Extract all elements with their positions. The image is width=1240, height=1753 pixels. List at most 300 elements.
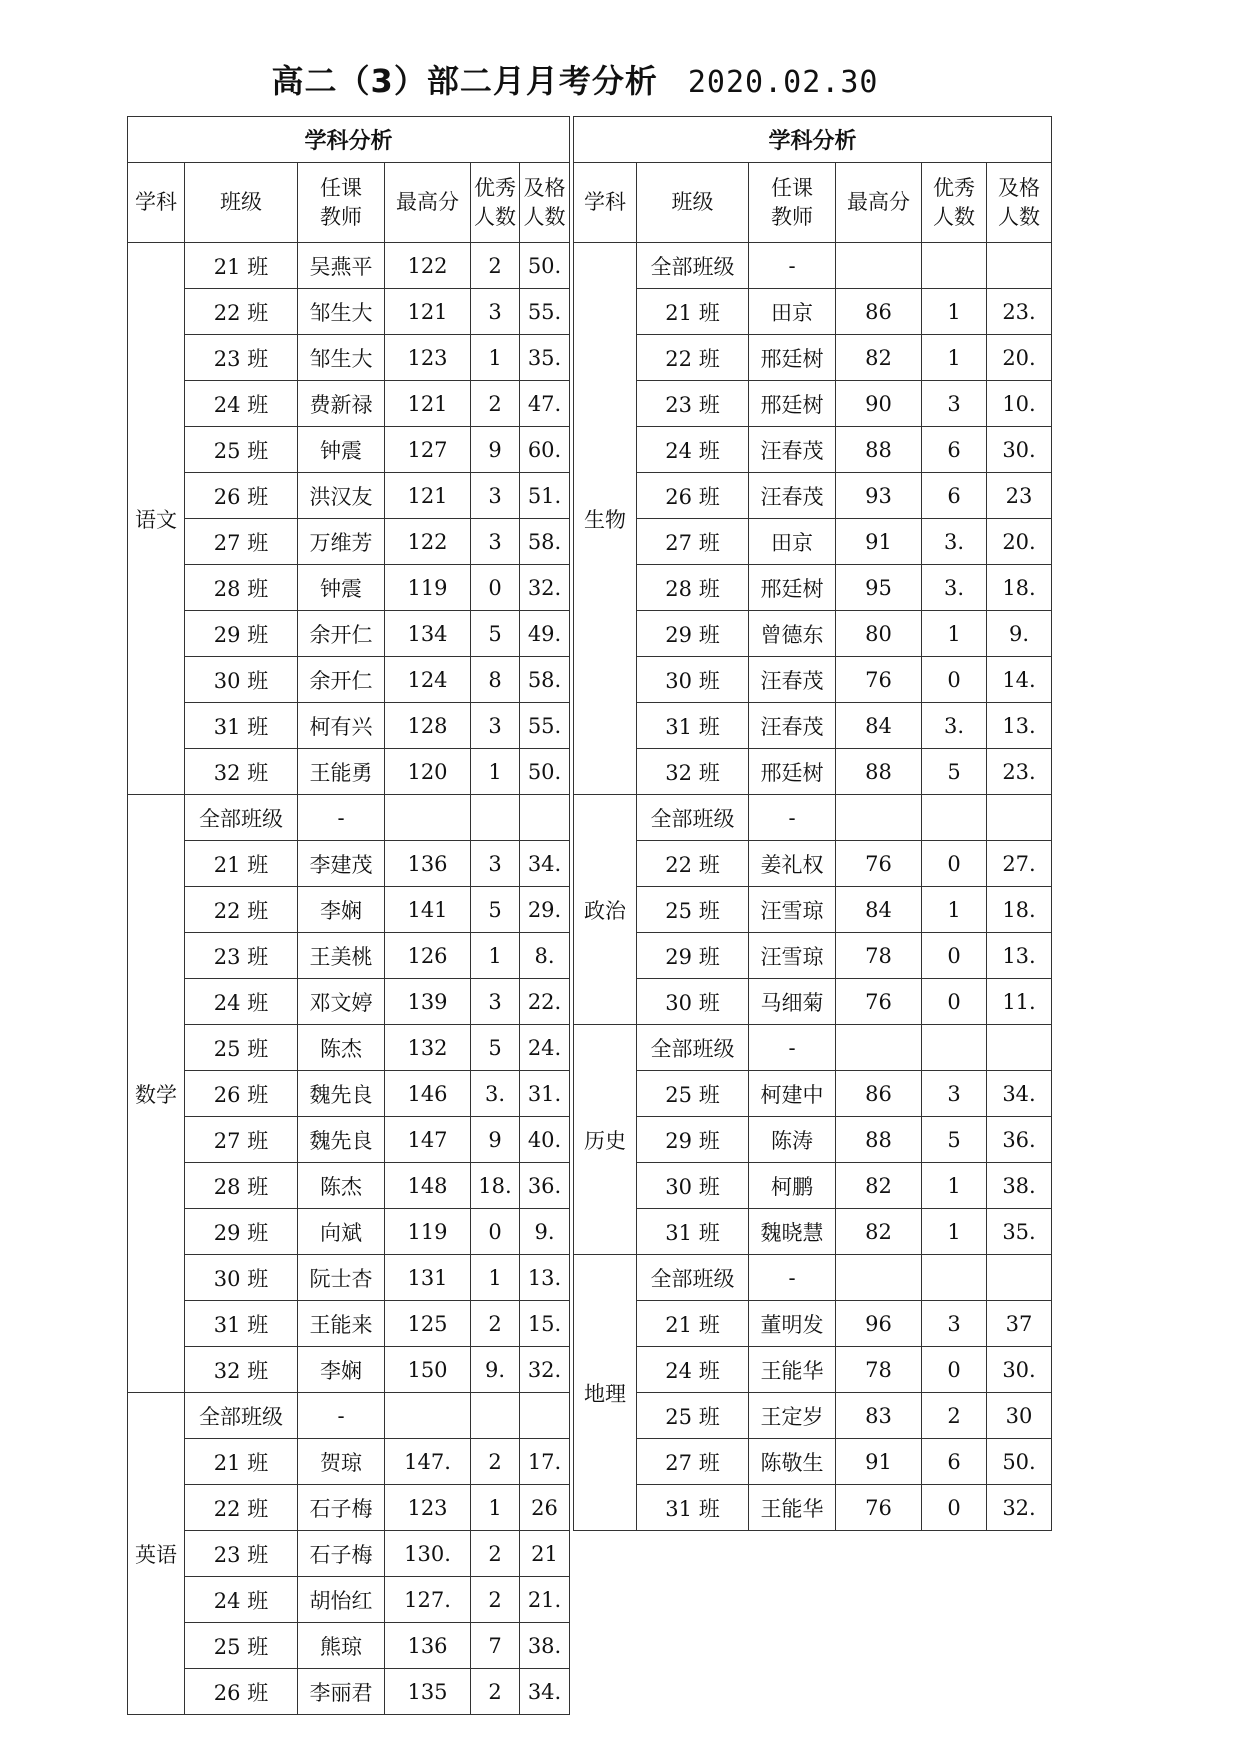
header-teacher: 任课 教师 [749, 163, 836, 243]
teacher-cell: 余开仁 [298, 657, 385, 703]
excellent-count-cell: 0 [922, 1347, 987, 1393]
title-date: 2020.02.30 [687, 65, 879, 100]
excellent-count-cell: 5 [922, 749, 987, 795]
pass-count-cell: 58. [520, 657, 570, 703]
teacher-cell: 柯有兴 [298, 703, 385, 749]
class-cell: 25 班 [185, 1025, 298, 1071]
excellent-count-cell: 9. [471, 1347, 520, 1393]
pass-count-cell: 8. [520, 933, 570, 979]
top-score-cell: 135 [385, 1669, 471, 1715]
class-cell: 24 班 [185, 979, 298, 1025]
table-row [128, 289, 570, 335]
table-row [128, 1577, 570, 1623]
table-row [574, 1209, 1052, 1255]
top-score-cell: 125 [385, 1301, 471, 1347]
top-score-cell: 150 [385, 1347, 471, 1393]
teacher-cell: 汪雪琼 [749, 887, 836, 933]
pass-count-cell: 27. [987, 841, 1052, 887]
excellent-count-cell [922, 1025, 987, 1071]
table-row [574, 1439, 1052, 1485]
section-title: 学科分析 [574, 117, 1052, 163]
top-score-cell: 128 [385, 703, 471, 749]
teacher-cell: 汪春茂 [749, 657, 836, 703]
class-cell: 全部班级 [637, 795, 749, 841]
top-score-cell [836, 1025, 922, 1071]
pass-count-cell: 34. [987, 1071, 1052, 1117]
top-score-cell: 91 [836, 519, 922, 565]
pass-count-cell: 21. [520, 1577, 570, 1623]
pass-count-cell: 23. [987, 749, 1052, 795]
excellent-count-cell: 6 [922, 1439, 987, 1485]
teacher-cell: 钟震 [298, 427, 385, 473]
excellent-count-cell: 1 [922, 289, 987, 335]
teacher-cell: 邢廷树 [749, 565, 836, 611]
teacher-cell: - [749, 1025, 836, 1071]
table-row [128, 703, 570, 749]
teacher-cell: 邢廷树 [749, 749, 836, 795]
teacher-cell: 李娴 [298, 887, 385, 933]
top-score-cell [836, 795, 922, 841]
top-score-cell: 96 [836, 1301, 922, 1347]
top-score-cell [385, 1393, 471, 1439]
class-cell: 26 班 [637, 473, 749, 519]
top-score-cell: 78 [836, 1347, 922, 1393]
excellent-count-cell: 0 [922, 1485, 987, 1531]
top-score-cell: 76 [836, 841, 922, 887]
class-cell: 27 班 [637, 519, 749, 565]
teacher-cell: 陈敬生 [749, 1439, 836, 1485]
class-cell: 27 班 [185, 1117, 298, 1163]
table-row [574, 933, 1052, 979]
teacher-cell: 余开仁 [298, 611, 385, 657]
top-score-cell: 93 [836, 473, 922, 519]
class-cell: 23 班 [185, 1531, 298, 1577]
top-score-cell: 127. [385, 1577, 471, 1623]
excellent-count-cell: 7 [471, 1623, 520, 1669]
header-class: 班级 [185, 163, 298, 243]
pass-count-cell: 36. [520, 1163, 570, 1209]
excellent-count-cell: 3 [471, 841, 520, 887]
teacher-cell: 汪春茂 [749, 427, 836, 473]
class-cell: 27 班 [637, 1439, 749, 1485]
table-row [574, 1163, 1052, 1209]
pass-count-cell: 18. [987, 887, 1052, 933]
pass-count-cell [987, 1025, 1052, 1071]
table-row [128, 933, 570, 979]
teacher-cell: 李建茂 [298, 841, 385, 887]
teacher-cell: 陈涛 [749, 1117, 836, 1163]
table-body [128, 243, 570, 1715]
pass-count-cell: 55. [520, 703, 570, 749]
pass-count-cell: 38. [520, 1623, 570, 1669]
pass-count-cell: 47. [520, 381, 570, 427]
top-score-cell: 139 [385, 979, 471, 1025]
table-row [128, 657, 570, 703]
pass-count-cell: 18. [987, 565, 1052, 611]
table-row [128, 1393, 570, 1439]
pass-count-cell: 11. [987, 979, 1052, 1025]
teacher-cell: 石子梅 [298, 1531, 385, 1577]
teacher-cell: 王能华 [749, 1347, 836, 1393]
table-row [574, 979, 1052, 1025]
teacher-cell: 李娴 [298, 1347, 385, 1393]
title-text: 高二（3）部二月月考分析 [271, 62, 658, 100]
top-score-cell: 78 [836, 933, 922, 979]
teacher-cell: 王能来 [298, 1301, 385, 1347]
table-row [128, 1209, 570, 1255]
excellent-count-cell: 3. [922, 565, 987, 611]
teacher-cell: 邢廷树 [749, 381, 836, 427]
teacher-cell: 王美桃 [298, 933, 385, 979]
class-cell: 22 班 [637, 841, 749, 887]
pass-count-cell: 21 [520, 1531, 570, 1577]
class-cell: 30 班 [637, 1163, 749, 1209]
table-row [574, 473, 1052, 519]
class-cell: 24 班 [637, 427, 749, 473]
excellent-count-cell: 0 [471, 565, 520, 611]
top-score-cell: 91 [836, 1439, 922, 1485]
teacher-cell: 王能勇 [298, 749, 385, 795]
top-score-cell: 134 [385, 611, 471, 657]
pass-count-cell: 32. [520, 565, 570, 611]
pass-count-cell: 32. [987, 1485, 1052, 1531]
table-row [574, 611, 1052, 657]
class-cell: 26 班 [185, 1071, 298, 1117]
top-score-cell: 88 [836, 1117, 922, 1163]
top-score-cell: 82 [836, 335, 922, 381]
top-score-cell: 121 [385, 381, 471, 427]
pass-count-cell: 30. [987, 1347, 1052, 1393]
excellent-count-cell: 5 [922, 1117, 987, 1163]
header-row [574, 163, 1052, 243]
top-score-cell: 120 [385, 749, 471, 795]
top-score-cell: 121 [385, 473, 471, 519]
pass-count-cell: 17. [520, 1439, 570, 1485]
pass-count-cell: 38. [987, 1163, 1052, 1209]
pass-count-cell: 34. [520, 841, 570, 887]
subject-cell: 历史 [574, 1025, 637, 1255]
excellent-count-cell: 1 [471, 749, 520, 795]
pass-count-cell: 51. [520, 473, 570, 519]
class-cell: 22 班 [185, 1485, 298, 1531]
excellent-count-cell: 3 [922, 1071, 987, 1117]
pass-count-cell: 55. [520, 289, 570, 335]
teacher-cell: 熊琼 [298, 1623, 385, 1669]
excellent-count-cell [922, 795, 987, 841]
table-row [128, 1255, 570, 1301]
subject-cell: 数学 [128, 795, 185, 1393]
teacher-cell: 魏先良 [298, 1117, 385, 1163]
excellent-count-cell: 3. [922, 519, 987, 565]
class-cell: 22 班 [637, 335, 749, 381]
pass-count-cell: 29. [520, 887, 570, 933]
header-pass-count: 及格 人数 [987, 163, 1052, 243]
excellent-count-cell: 1 [922, 335, 987, 381]
pass-count-cell: 20. [987, 335, 1052, 381]
teacher-cell: 万维芳 [298, 519, 385, 565]
teacher-cell: 费新禄 [298, 381, 385, 427]
class-cell: 29 班 [637, 611, 749, 657]
pass-count-cell: 35. [520, 335, 570, 381]
excellent-count-cell: 3 [471, 519, 520, 565]
header-subject: 学科 [128, 163, 185, 243]
header-top-score: 最高分 [385, 163, 471, 243]
excellent-count-cell [922, 1255, 987, 1301]
pass-count-cell: 10. [987, 381, 1052, 427]
pass-count-cell: 34. [520, 1669, 570, 1715]
top-score-cell: 146 [385, 1071, 471, 1117]
top-score-cell [385, 795, 471, 841]
table-row [128, 1531, 570, 1577]
class-cell: 25 班 [185, 1623, 298, 1669]
top-score-cell: 76 [836, 979, 922, 1025]
top-score-cell: 82 [836, 1163, 922, 1209]
teacher-cell: 曾德东 [749, 611, 836, 657]
class-cell: 23 班 [185, 933, 298, 979]
top-score-cell: 95 [836, 565, 922, 611]
class-cell: 31 班 [185, 703, 298, 749]
class-cell: 30 班 [637, 657, 749, 703]
table-row [128, 519, 570, 565]
excellent-count-cell: 1 [471, 1485, 520, 1531]
excellent-count-cell: 5 [471, 1025, 520, 1071]
table-row [128, 335, 570, 381]
teacher-cell: - [749, 795, 836, 841]
table-row [128, 1025, 570, 1071]
class-cell: 23 班 [185, 335, 298, 381]
excellent-count-cell [471, 1393, 520, 1439]
table-row [128, 565, 570, 611]
table-row [574, 289, 1052, 335]
class-cell: 全部班级 [637, 1255, 749, 1301]
class-cell: 32 班 [185, 1347, 298, 1393]
excellent-count-cell: 1 [922, 611, 987, 657]
pass-count-cell: 40. [520, 1117, 570, 1163]
header-teacher: 任课 教师 [298, 163, 385, 243]
subject-cell: 语文 [128, 243, 185, 795]
teacher-cell: 王定岁 [749, 1393, 836, 1439]
top-score-cell: 76 [836, 1485, 922, 1531]
pass-count-cell: 50. [520, 749, 570, 795]
teacher-cell: 陈杰 [298, 1163, 385, 1209]
table-row [574, 243, 1052, 289]
teacher-cell: 邢廷树 [749, 335, 836, 381]
class-cell: 21 班 [637, 1301, 749, 1347]
teacher-cell: 田京 [749, 289, 836, 335]
excellent-count-cell: 2 [471, 1577, 520, 1623]
table-row [128, 1163, 570, 1209]
top-score-cell: 124 [385, 657, 471, 703]
teacher-cell: 向斌 [298, 1209, 385, 1255]
class-cell: 21 班 [185, 243, 298, 289]
subject-cell: 英语 [128, 1393, 185, 1715]
table-row [574, 381, 1052, 427]
top-score-cell: 84 [836, 703, 922, 749]
table-row [128, 611, 570, 657]
excellent-count-cell: 1 [471, 933, 520, 979]
top-score-cell [836, 243, 922, 289]
top-score-cell: 119 [385, 565, 471, 611]
class-cell: 31 班 [637, 1209, 749, 1255]
teacher-cell: 魏先良 [298, 1071, 385, 1117]
class-cell: 30 班 [185, 1255, 298, 1301]
teacher-cell: 王能华 [749, 1485, 836, 1531]
class-cell: 28 班 [185, 565, 298, 611]
top-score-cell: 86 [836, 289, 922, 335]
top-score-cell: 123 [385, 335, 471, 381]
top-score-cell: 141 [385, 887, 471, 933]
pass-count-cell: 36. [987, 1117, 1052, 1163]
pass-count-cell: 32. [520, 1347, 570, 1393]
excellent-count-cell: 3 [471, 703, 520, 749]
excellent-count-cell: 0 [922, 933, 987, 979]
table-row [574, 1301, 1052, 1347]
excellent-count-cell: 0 [922, 657, 987, 703]
teacher-cell: 阮士杏 [298, 1255, 385, 1301]
table-row [128, 979, 570, 1025]
header-subject: 学科 [574, 163, 637, 243]
excellent-count-cell: 0 [471, 1209, 520, 1255]
class-cell: 25 班 [637, 1071, 749, 1117]
top-score-cell: 136 [385, 1623, 471, 1669]
top-score-cell: 130. [385, 1531, 471, 1577]
pass-count-cell: 14. [987, 657, 1052, 703]
table-body [574, 243, 1052, 1531]
excellent-count-cell: 3 [922, 1301, 987, 1347]
top-score-cell: 147. [385, 1439, 471, 1485]
excellent-count-cell: 2 [922, 1393, 987, 1439]
class-cell: 32 班 [185, 749, 298, 795]
pass-count-cell: 58. [520, 519, 570, 565]
pass-count-cell: 22. [520, 979, 570, 1025]
table-row [128, 1485, 570, 1531]
table-row [128, 1301, 570, 1347]
table-row [574, 1255, 1052, 1301]
class-cell: 全部班级 [637, 1025, 749, 1071]
table-row [128, 243, 570, 289]
class-cell: 25 班 [185, 427, 298, 473]
excellent-count-cell: 3 [471, 289, 520, 335]
excellent-count-cell: 3 [471, 473, 520, 519]
top-score-cell: 148 [385, 1163, 471, 1209]
class-cell: 29 班 [637, 933, 749, 979]
class-cell: 29 班 [185, 611, 298, 657]
pass-count-cell: 37 [987, 1301, 1052, 1347]
excellent-count-cell: 2 [471, 1531, 520, 1577]
top-score-cell: 88 [836, 427, 922, 473]
table-row [128, 473, 570, 519]
pass-count-cell [987, 1255, 1052, 1301]
pass-count-cell: 50. [987, 1439, 1052, 1485]
top-score-cell: 90 [836, 381, 922, 427]
excellent-count-cell: 6 [922, 427, 987, 473]
class-cell: 24 班 [185, 381, 298, 427]
pass-count-cell: 50. [520, 243, 570, 289]
table-row [574, 1393, 1052, 1439]
subject-cell: 生物 [574, 243, 637, 795]
teacher-cell: 汪春茂 [749, 473, 836, 519]
class-cell: 27 班 [185, 519, 298, 565]
teacher-cell: 马细菊 [749, 979, 836, 1025]
teacher-cell: 邹生大 [298, 335, 385, 381]
table-row [574, 519, 1052, 565]
teacher-cell: 贺琼 [298, 1439, 385, 1485]
excellent-count-cell: 2 [471, 1439, 520, 1485]
excellent-count-cell: 1 [922, 1209, 987, 1255]
header-pass-count: 及格 人数 [520, 163, 570, 243]
excellent-count-cell: 5 [471, 887, 520, 933]
table-row [574, 1485, 1052, 1531]
table-row [128, 1669, 570, 1715]
subject-cell: 地理 [574, 1255, 637, 1531]
class-cell: 26 班 [185, 1669, 298, 1715]
top-score-cell: 122 [385, 519, 471, 565]
table-row [128, 887, 570, 933]
teacher-cell: 吴燕平 [298, 243, 385, 289]
pass-count-cell: 15. [520, 1301, 570, 1347]
teacher-cell: 董明发 [749, 1301, 836, 1347]
top-score-cell: 131 [385, 1255, 471, 1301]
excellent-count-cell: 3 [471, 979, 520, 1025]
top-score-cell: 132 [385, 1025, 471, 1071]
excellent-count-cell: 1 [471, 335, 520, 381]
class-cell: 23 班 [637, 381, 749, 427]
excellent-count-cell: 9 [471, 427, 520, 473]
top-score-cell: 83 [836, 1393, 922, 1439]
pass-count-cell: 23 [987, 473, 1052, 519]
excellent-count-cell: 1 [471, 1255, 520, 1301]
class-cell: 21 班 [637, 289, 749, 335]
class-cell: 全部班级 [637, 243, 749, 289]
top-score-cell: 80 [836, 611, 922, 657]
excellent-count-cell: 2 [471, 381, 520, 427]
table-row [128, 841, 570, 887]
section-title: 学科分析 [128, 117, 570, 163]
header-excellent-count: 优秀 人数 [922, 163, 987, 243]
excellent-count-cell: 3 [922, 381, 987, 427]
excellent-count-cell: 2 [471, 1301, 520, 1347]
class-cell: 32 班 [637, 749, 749, 795]
pass-count-cell: 35. [987, 1209, 1052, 1255]
teacher-cell: 魏晓慧 [749, 1209, 836, 1255]
excellent-count-cell: 1 [922, 1163, 987, 1209]
teacher-cell: 邓文婷 [298, 979, 385, 1025]
top-score-cell: 88 [836, 749, 922, 795]
excellent-count-cell: 3. [922, 703, 987, 749]
pass-count-cell: 9. [987, 611, 1052, 657]
table-row [128, 427, 570, 473]
teacher-cell: - [298, 795, 385, 841]
header-excellent-count: 优秀 人数 [471, 163, 520, 243]
top-score-cell: 123 [385, 1485, 471, 1531]
teacher-cell: 柯建中 [749, 1071, 836, 1117]
table-row [574, 841, 1052, 887]
top-score-cell: 122 [385, 243, 471, 289]
excellent-count-cell: 1 [922, 887, 987, 933]
class-cell: 29 班 [185, 1209, 298, 1255]
pass-count-cell [520, 795, 570, 841]
top-score-cell: 147 [385, 1117, 471, 1163]
table-row [574, 1347, 1052, 1393]
excellent-count-cell: 8 [471, 657, 520, 703]
teacher-cell: 柯鹏 [749, 1163, 836, 1209]
teacher-cell: 李丽君 [298, 1669, 385, 1715]
table-row [128, 1347, 570, 1393]
table-row [128, 749, 570, 795]
pass-count-cell: 60. [520, 427, 570, 473]
teacher-cell: 洪汉友 [298, 473, 385, 519]
pass-count-cell: 13. [987, 933, 1052, 979]
